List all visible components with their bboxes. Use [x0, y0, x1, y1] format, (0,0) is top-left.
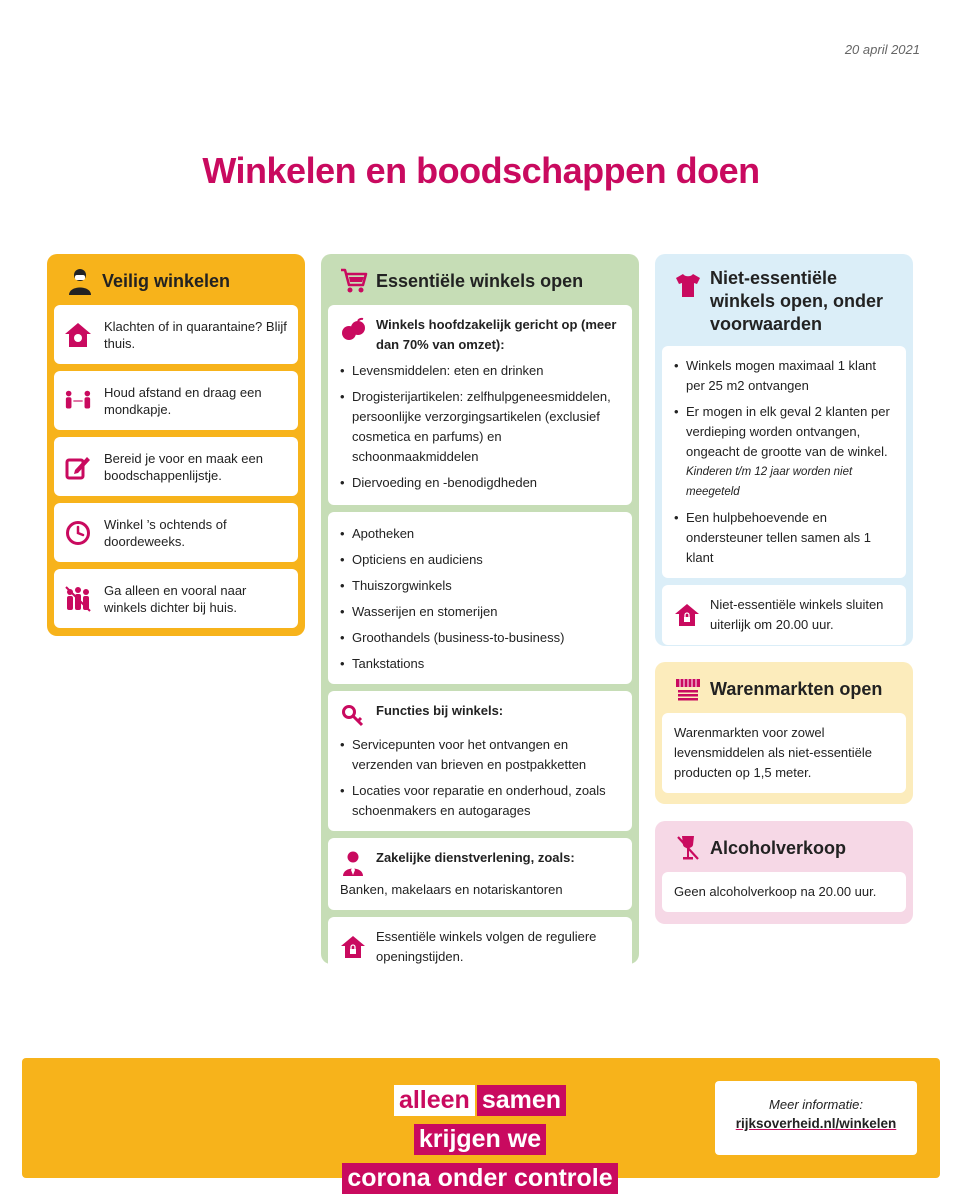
businessman-icon — [340, 850, 366, 876]
essentiele-winkels-title: Essentiële winkels open — [376, 270, 584, 291]
slogan-word: alleen — [394, 1085, 475, 1116]
warenmarkten-title: Warenmarkten open — [710, 678, 883, 699]
warenmarkten-panel — [655, 662, 913, 804]
list-item: • Tankstations — [340, 654, 620, 674]
list-item-text: Houd afstand en draag een mondkapje. — [104, 384, 262, 417]
more-info-link[interactable]: rijksoverheid.nl/winkelen — [735, 1116, 897, 1131]
house-sick-icon — [64, 321, 92, 349]
list-item-text: Bereid je voor en maak een boodschappenlijstje. — [104, 450, 263, 483]
warenmarkten-header — [662, 669, 906, 713]
slogan-word: samen — [477, 1085, 566, 1116]
more-info-label: Meer informatie: — [769, 1097, 863, 1112]
house-lock-icon — [674, 602, 700, 628]
key-icon — [340, 703, 366, 729]
pen-note-icon — [64, 453, 92, 481]
list-item: • Servicepunten voor het ontvangen en verzenden van brieven en postpakketten — [340, 735, 620, 775]
veilig-winkelen-title: Veilig winkelen — [102, 270, 231, 291]
person-mask-icon — [66, 267, 94, 295]
list-item-text: Klachten of in quarantaine? Blijf thuis. — [104, 318, 287, 351]
list-item — [54, 305, 298, 364]
slogan-word: krijgen we — [414, 1124, 546, 1155]
market-stall-icon — [674, 675, 702, 703]
slogan — [330, 1083, 630, 1200]
list-item — [54, 371, 298, 430]
zakelijk-card — [328, 838, 632, 910]
list-item: • Wasserijen en stomerijen — [340, 602, 620, 622]
list-item: • Apotheken — [340, 524, 620, 544]
list-item — [54, 437, 298, 496]
essentiele-winkels-header — [328, 261, 632, 305]
closing-card — [662, 585, 906, 645]
opening-text: Essentiële winkels volgen de reguliere openingstijden. — [376, 929, 597, 964]
list-item-text: Er mogen in elk geval 2 klanten per verdieping worden ontvangen, ongeacht de grootte van de winkel. — [686, 404, 890, 459]
children-note: Kinderen t/m 12 jaar worden niet meegeteld — [686, 466, 853, 498]
niet-essentiele-panel — [655, 254, 913, 646]
alcoholverkoop-panel — [655, 821, 913, 924]
list-item: • Drogisterijartikelen: zelfhulpgeneesmiddelen, persoonlijke verzorgingsartikelen (exclusief cosmetica en parfums) en schoonmaakmiddelen — [340, 387, 620, 467]
list-item: • Levensmiddelen: eten en drinken — [340, 361, 620, 381]
list-item: • Thuiszorgwinkels — [340, 576, 620, 596]
food-heading: Winkels hoofdzakelijk gericht op (meer dan 70% van omzet): — [376, 317, 617, 352]
tshirt-icon — [674, 271, 702, 299]
veilig-winkelen-header — [54, 261, 298, 305]
list-item — [54, 569, 298, 628]
functies-card — [328, 691, 632, 831]
page-title: Winkelen en boodschappen doen — [202, 150, 760, 191]
date-label: 20 april 2021 — [844, 42, 920, 57]
niet-essentiele-title: Niet-essentiële winkels open, onder voorwaarden — [710, 268, 884, 334]
alcoholverkoop-title: Alcoholverkoop — [710, 837, 847, 858]
zakelijk-text: Banken, makelaars en notariskantoren — [340, 882, 563, 897]
alcoholverkoop-header — [662, 828, 906, 872]
list-item: • Locaties voor reparatie en onderhoud, zoals schoenmakers en autogarages — [340, 781, 620, 821]
food-card — [328, 305, 632, 505]
clock-icon — [64, 519, 92, 547]
list-item — [54, 503, 298, 562]
niet-essentiele-header — [662, 261, 906, 346]
essentiele-winkels-panel — [321, 254, 639, 964]
closing-text: Niet-essentiële winkels sluiten uiterlijk om 20.00 uur. — [710, 597, 884, 632]
warenmarkten-card: Warenmarkten voor zowel levensmiddelen als niet-essentiële producten op 1,5 meter. — [662, 713, 906, 793]
more-info-box — [715, 1081, 917, 1155]
list-item-text: Winkel ’s ochtends of doordeweeks. — [104, 516, 227, 549]
fruit-icon — [340, 317, 366, 343]
zakelijk-heading: Zakelijke dienstverlening, zoals: — [376, 850, 575, 865]
no-wine-icon — [674, 834, 702, 862]
niet-essentiele-rules-card — [662, 346, 906, 578]
alcoholverkoop-card: Geen alcoholverkoop na 20.00 uur. — [662, 872, 906, 912]
opening-card — [328, 917, 632, 977]
list-item — [674, 402, 894, 502]
list-item: • Winkels mogen maximaal 1 klant per 25 m2 ontvangen — [674, 356, 894, 396]
shopping-cart-icon — [340, 267, 368, 295]
no-group-icon — [64, 585, 92, 613]
list-item-text: Ga alleen en vooral naar winkels dichter bij huis. — [104, 582, 247, 615]
list-item: • Diervoeding en -benodigdheden — [340, 473, 620, 493]
distance-icon — [64, 387, 92, 415]
list-item: • Een hulpbehoevende en ondersteuner tellen samen als 1 klant — [674, 508, 894, 568]
house-lock-icon — [340, 934, 366, 960]
shops-card — [328, 512, 632, 684]
list-item: • Opticiens en audiciens — [340, 550, 620, 570]
functies-heading: Functies bij winkels: — [376, 703, 504, 718]
slogan-word: corona onder controle — [342, 1163, 617, 1194]
list-item: • Groothandels (business-to-business) — [340, 628, 620, 648]
veilig-winkelen-panel — [47, 254, 305, 636]
